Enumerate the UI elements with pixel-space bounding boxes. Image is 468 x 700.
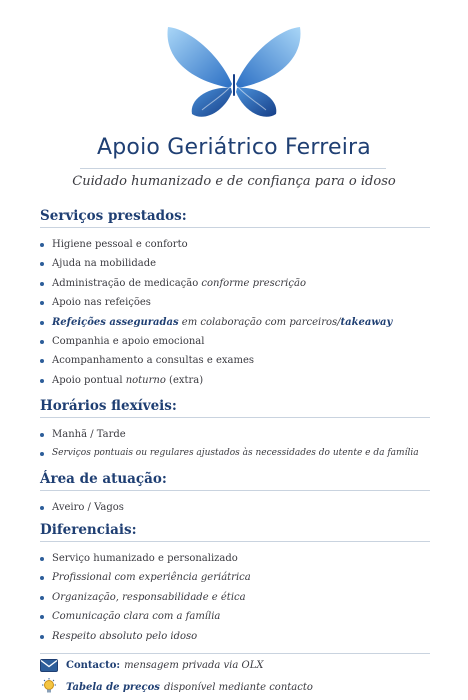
list-item: Manhã / Tarde [40,425,430,444]
schedules-list [40,425,430,464]
schedules-section [40,398,430,464]
list-item: Profissional com experiência geriátrica [40,568,430,587]
list-item: Serviço humanizado e personalizado [40,549,430,568]
services-heading: Serviços prestados: [40,208,430,228]
schedules-heading: Horários flexíveis: [40,398,430,418]
list-item: Ajuda na mobilidade [40,254,430,273]
envelope-icon [40,659,58,672]
contact-row [40,659,263,672]
list-item: Serviços pontuais ou regulares ajustados às necessidades do utente e da família [40,444,430,463]
differentials-heading: Diferenciais: [40,522,430,542]
list-item: Aveiro / Vagos [40,498,430,517]
lightbulb-icon [41,678,57,696]
list-item: Refeições asseguradas em colaboração com parceiros/takeaway [40,313,430,332]
prices-row [40,678,313,696]
list-item: Companhia e apoio emocional [40,332,430,351]
prices-value: disponível mediante contacto [163,681,313,693]
contact-value: mensagem privada via OLX [124,660,264,671]
prices-label: Tabela de preços [66,681,160,693]
area-list [40,498,430,517]
services-section [40,208,430,390]
area-section [40,471,430,517]
list-item: Acompanhamento a consultas e exames [40,351,430,370]
list-item: Apoio nas refeições [40,293,430,312]
list-item: Apoio pontual noturno (extra) [40,371,430,390]
footer-divider [40,653,430,654]
contact-label: Contacto: [66,660,121,671]
list-item: Administração de medicação conforme prescrição [40,274,430,293]
page-title: Apoio Geriátrico Ferreira [97,135,371,160]
list-item: Respeito absoluto pelo idoso [40,627,430,646]
differentials-section [40,522,430,646]
butterfly-logo [164,24,304,124]
area-heading: Área de atuação: [40,471,430,491]
differentials-list [40,549,430,646]
list-item: Higiene pessoal e conforto [40,235,430,254]
title-divider [80,168,386,169]
list-item: Organização, responsabilidade e ética [40,588,430,607]
list-item: Comunicação clara com a família [40,607,430,626]
services-list [40,235,430,390]
subtitle: Cuidado humanizado e de confiança para o idoso [72,174,396,189]
